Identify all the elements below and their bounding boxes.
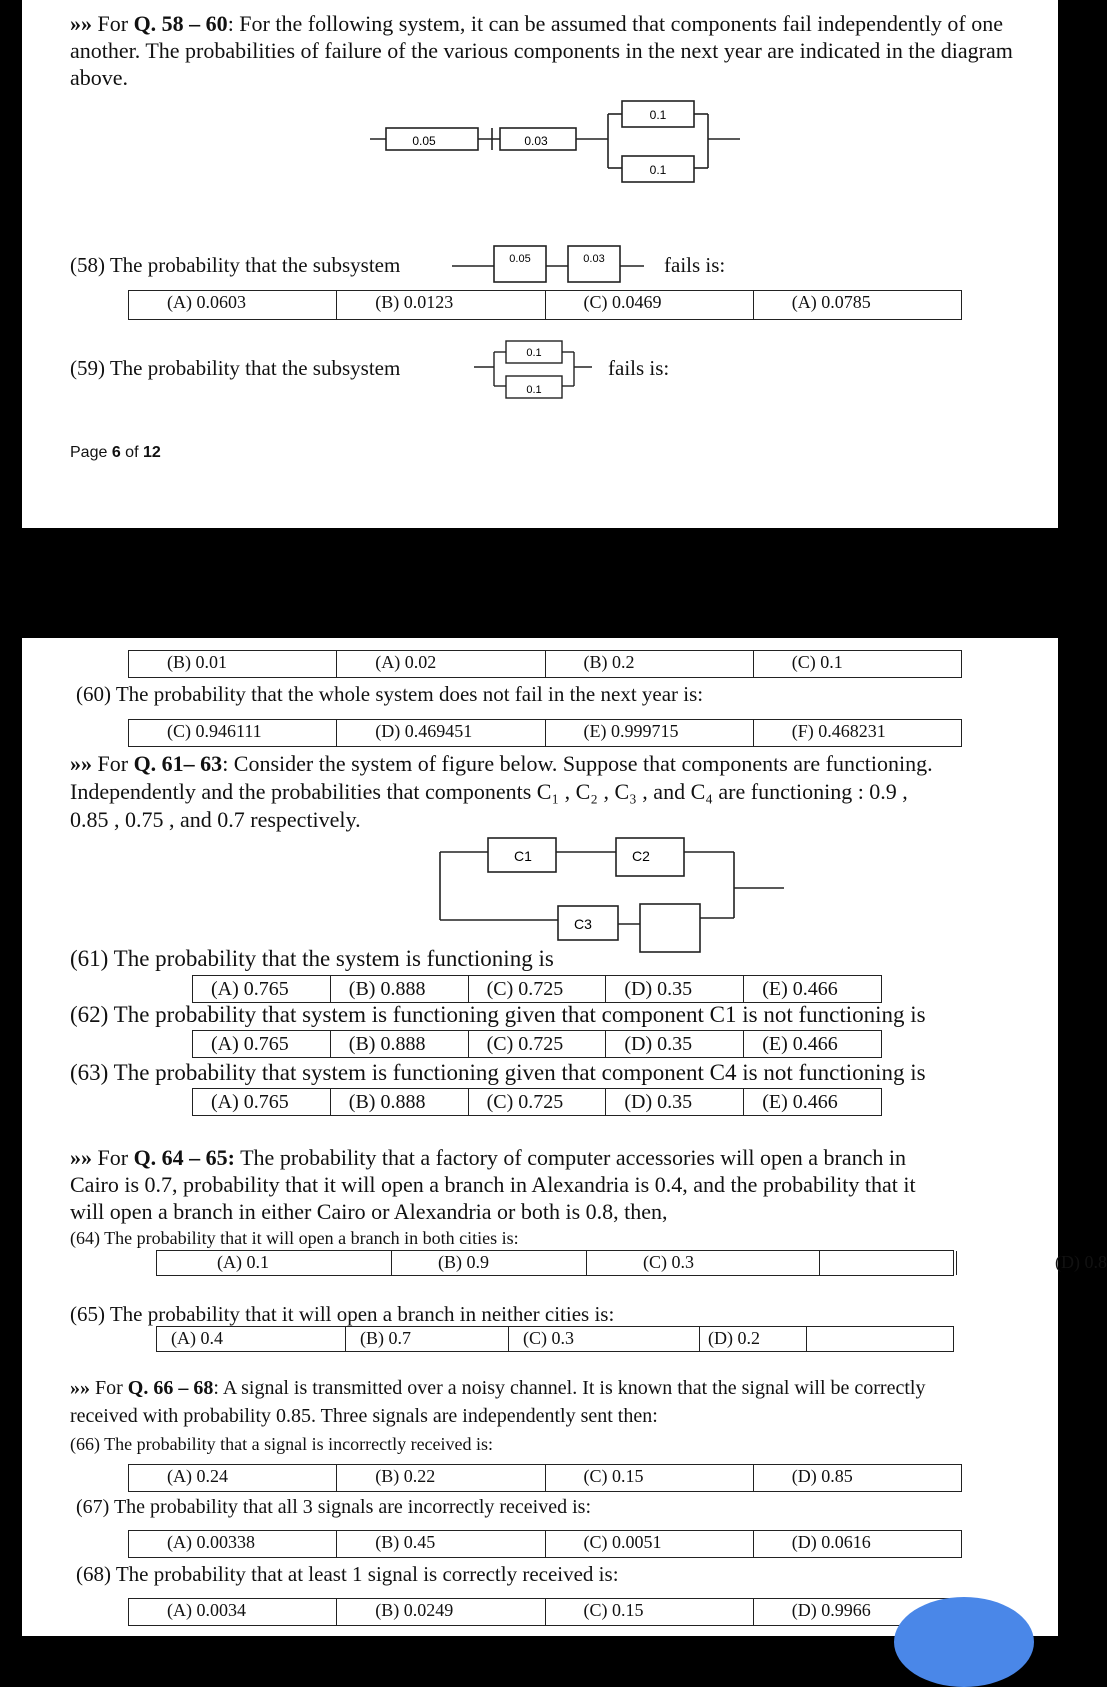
q63-text: (63) The probability that system is functioning given that component C4 is not functioning is — [70, 1060, 926, 1085]
option[interactable]: (D) 0.35 — [606, 1031, 744, 1057]
option[interactable]: (A) 0.24 — [129, 1465, 337, 1491]
comp-label: C1 — [514, 848, 532, 864]
option[interactable]: (B) 0.7 — [346, 1327, 509, 1351]
comp-label: 0.03 — [583, 253, 605, 265]
option[interactable]: (D) 0.469451 — [337, 720, 545, 746]
option[interactable]: (C) 0.725 — [469, 976, 607, 1002]
comp-label: 0.05 — [509, 253, 531, 265]
comp-label: 0.03 — [524, 134, 548, 148]
comp-label: 0.05 — [412, 134, 436, 148]
option[interactable]: (C) 0.1 — [791, 652, 843, 672]
option[interactable]: (E) 0.466 — [762, 1091, 838, 1113]
page-7 — [22, 638, 1107, 1636]
q62-options — [192, 1030, 882, 1058]
q67-text: (67) The probability that all 3 signals are incorrectly received is: — [76, 1496, 592, 1518]
q67-options — [128, 1530, 962, 1558]
page-6 — [22, 0, 1058, 528]
q63-options — [192, 1088, 882, 1116]
option[interactable]: (A) 0.765 — [193, 1031, 331, 1057]
option[interactable]: (C) 0.725 — [469, 1031, 607, 1057]
page-number: Page 6 of 12 — [70, 444, 161, 461]
option[interactable]: (D) 0.2 — [700, 1327, 807, 1351]
floating-action-button[interactable] — [894, 1597, 1034, 1687]
option[interactable]: (A) 0.0785 — [791, 292, 871, 312]
intro-q66-68: »» For Q. 66 – 68: A signal is transmitted over a noisy channel. It is known that the signal will be correctly received with probability 0.85. Three signals are independently sent then: — [70, 1377, 926, 1427]
q64-text: (64) The probability that it will open a branch in both cities is: — [70, 1228, 519, 1248]
option[interactable]: (B) 0.888 — [331, 976, 469, 1002]
option[interactable]: (B) 0.888 — [331, 1031, 469, 1057]
option[interactable]: (C) 0.3 — [587, 1251, 820, 1275]
option[interactable]: (A) 0.00338 — [129, 1531, 337, 1557]
q60-text: (60) The probability that the whole system does not fail in the next year is: — [76, 682, 704, 706]
option[interactable]: (C) 0.725 — [469, 1089, 607, 1115]
option[interactable]: (A) 0.02 — [337, 651, 545, 677]
q65-options — [156, 1326, 954, 1352]
option[interactable]: (A) 0.765 — [193, 1089, 331, 1115]
option[interactable]: (D) 0.9966 — [791, 1600, 871, 1620]
option[interactable]: (E) 0.466 — [762, 1033, 838, 1055]
option[interactable]: (B) 0.22 — [337, 1465, 545, 1491]
option[interactable]: (B) 0.9 — [392, 1251, 587, 1275]
q65-text: (65) The probability that it will open a branch in neither cities is: — [70, 1302, 615, 1326]
option[interactable]: (C) 0.946111 — [129, 720, 337, 746]
q66-text: (66) The probability that a signal is incorrectly received is: — [70, 1434, 494, 1454]
option[interactable]: (E) 0.999715 — [546, 720, 754, 746]
option[interactable]: (B) 0.45 — [337, 1531, 545, 1557]
comp-label: 0.1 — [526, 347, 542, 359]
option — [820, 1251, 957, 1275]
option[interactable]: (C) 0.15 — [546, 1465, 754, 1491]
option[interactable]: (D) 0.85 — [791, 1466, 853, 1486]
option[interactable]: (D) 0.35 — [606, 1089, 744, 1115]
option[interactable]: (B) 0.888 — [331, 1089, 469, 1115]
comp-label: C2 — [632, 848, 650, 864]
option[interactable]: (D) 0.0616 — [791, 1532, 871, 1552]
q59-tail: fails is: — [608, 356, 670, 380]
q66-options — [128, 1464, 962, 1492]
option[interactable]: (A) 0.0603 — [129, 291, 337, 319]
option[interactable]: (D) 0.35 — [606, 976, 744, 1002]
intro-q58-60: »» For Q. 58 – 60: For the following system, it can be assumed that components fail independently of one another. The probabilities of failure of the various components in the next year are indicated in the diagram above. — [70, 11, 1013, 90]
q58-tail: fails is: — [664, 253, 726, 277]
option[interactable]: (B) 0.0249 — [337, 1599, 545, 1625]
option[interactable]: (B) 0.01 — [129, 651, 337, 677]
option[interactable]: (A) 0.765 — [193, 976, 331, 1002]
comp-label: C3 — [574, 916, 592, 932]
option[interactable]: (D) 0.8 — [1055, 1252, 1107, 1272]
q59-text: (59) The probability that the subsystem — [70, 356, 401, 380]
option[interactable]: (E) 0.466 — [762, 978, 838, 1000]
q68-options — [128, 1598, 962, 1626]
q58-text: (58) The probability that the subsystem — [70, 253, 401, 277]
q61-options — [192, 975, 882, 1003]
option[interactable]: (C) 0.3 — [509, 1327, 700, 1351]
option[interactable]: (A) 0.4 — [157, 1327, 346, 1351]
q58-options — [128, 290, 962, 320]
option[interactable]: (B) 0.0123 — [337, 291, 545, 319]
option[interactable]: (C) 0.0469 — [546, 291, 754, 319]
q62-text: (62) The probability that system is functioning given that component C1 is not functioning is — [70, 1002, 926, 1027]
comp-label: 0.1 — [526, 384, 542, 396]
option[interactable]: (B) 0.2 — [546, 651, 754, 677]
q61-text: (61) The probability that the system is functioning is — [70, 946, 554, 971]
intro-q61-63: »» For Q. 61– 63: Consider the system of figure below. Suppose that components are functioning. Independently and the probabilities that components C₁ , C₂ , C₃ , and C₄ are functioning : 0.9 , 0.85 , 0.75 , and 0.7 respectively. — [70, 751, 933, 832]
option[interactable]: (C) 0.0051 — [546, 1531, 754, 1557]
option[interactable]: (A) 0.0034 — [129, 1599, 337, 1625]
q64-options — [156, 1250, 1107, 1276]
q68-text: (68) The probability that at least 1 signal is correctly received is: — [76, 1562, 619, 1586]
intro-q64-65: »» For Q. 64 – 65: The probability that a factory of computer accessories will open a branch in Cairo is 0.7, probability that it will open a branch in Alexandria is 0.4, and the probability that it will open a branch in either Cairo or Alexandria or both is 0.8, then, — [70, 1145, 916, 1224]
option — [807, 1327, 953, 1351]
comp-label: 0.1 — [649, 108, 667, 122]
option[interactable]: (C) 0.15 — [546, 1599, 754, 1625]
option[interactable]: (F) 0.468231 — [791, 721, 886, 741]
comp-label: 0.1 — [649, 163, 667, 177]
option[interactable]: (A) 0.1 — [157, 1251, 392, 1275]
